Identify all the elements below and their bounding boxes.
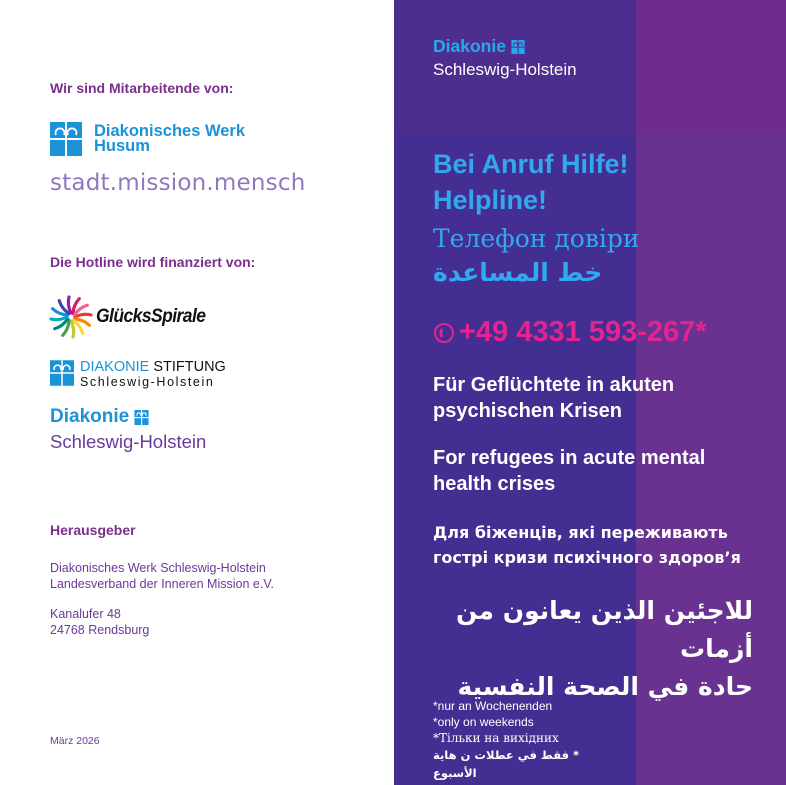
right-diakonie-logo (433, 36, 778, 80)
dw-husum-line1: Diakonisches Werk (94, 122, 246, 140)
text-de-line2: psychischen Krisen (433, 400, 622, 422)
phone-icon (433, 322, 455, 344)
dw-husum-text (94, 124, 245, 154)
publisher-block (50, 560, 274, 592)
footnotes (433, 698, 778, 782)
address-block (50, 606, 149, 638)
stiftung-word-diakonie: DIAKONIE (80, 359, 150, 375)
gluecksspirale-text: GlücksSpirale (96, 306, 206, 327)
diakonie-stiftung-logo (50, 360, 226, 389)
stadt-mission-logo: stadt.mission.mensch (50, 170, 306, 196)
gluecksspirale-logo (48, 294, 215, 340)
text-ar (433, 592, 753, 706)
publisher-line1: Diakonisches Werk Schleswig-Holstein (50, 561, 266, 575)
text-uk-line2: гострі кризи психічного здоров’я (433, 548, 741, 567)
right-logo-name: Diakonie (433, 36, 506, 56)
address-line2: 24768 Rendsburg (50, 623, 150, 637)
members-heading: Wir sind Mitarbeitende von: (50, 80, 234, 96)
issue-date: März 2026 (50, 735, 100, 747)
diakonie-sh-top (50, 406, 206, 428)
footnote-en: *only on weekends (433, 715, 534, 729)
right-logo-sub: Schleswig-Holstein (433, 60, 577, 79)
text-de (433, 372, 778, 424)
stiftung-line2: Schleswig-Holstein (80, 375, 215, 389)
footnote-uk: *Тільки на вихідних (433, 731, 559, 745)
diakonie-stiftung-text (80, 360, 226, 389)
diakonie-cross-icon (50, 360, 74, 386)
text-en-line1: For refugees in acute mental (433, 447, 706, 469)
publisher-heading: Herausgeber (50, 522, 136, 538)
diakonie-sh-sub: Schleswig-Holstein (50, 431, 207, 452)
phone-number: +49 4331 593-267* (459, 316, 707, 348)
address-line1: Kanalufer 48 (50, 607, 121, 621)
right-logo-top (433, 36, 778, 57)
right-panel (394, 0, 786, 785)
text-uk-line1: Для біженців, які переживають (433, 523, 728, 542)
funded-heading: Die Hotline wird finanziert von: (50, 254, 256, 270)
dw-husum-logo (50, 122, 245, 158)
diakonie-sh-name: Diakonie (50, 406, 130, 427)
footnote-ar: * فقط في عطلات ن هاية الأسبوع (433, 748, 580, 780)
footnote-de: *nur an Wochenenden (433, 699, 553, 713)
text-en (433, 445, 778, 497)
text-uk (433, 520, 778, 570)
text-en-line2: health crises (433, 473, 556, 495)
rainbow-spiral-icon (48, 294, 94, 340)
publisher-line2: Landesverband der Inneren Mission e.V. (50, 577, 274, 591)
text-ar-line1: للاجئين الذين يعانون من أزمات (456, 596, 753, 663)
text-de-line1: Für Geflüchtete in akuten (433, 374, 675, 396)
text-ar-line2: حادة في الصحة النفسية (457, 672, 753, 701)
headline-uk: Телефон довіри (433, 224, 640, 253)
phone-number-row (433, 316, 778, 349)
stiftung-line1 (80, 360, 226, 374)
dw-husum-line2: Husum (94, 137, 150, 155)
diakonie-sh-logo (50, 406, 206, 453)
stiftung-word-stiftung: STIFTUNG (149, 359, 226, 375)
headline-de: Bei Anruf Hilfe! (433, 149, 629, 179)
headline-en: Helpline! (433, 185, 548, 215)
diakonie-cross-icon (134, 410, 149, 425)
headline-ar: خط المساعدة (433, 258, 603, 287)
diakonie-cross-icon (511, 40, 525, 54)
diakonie-cross-icon (50, 122, 82, 156)
